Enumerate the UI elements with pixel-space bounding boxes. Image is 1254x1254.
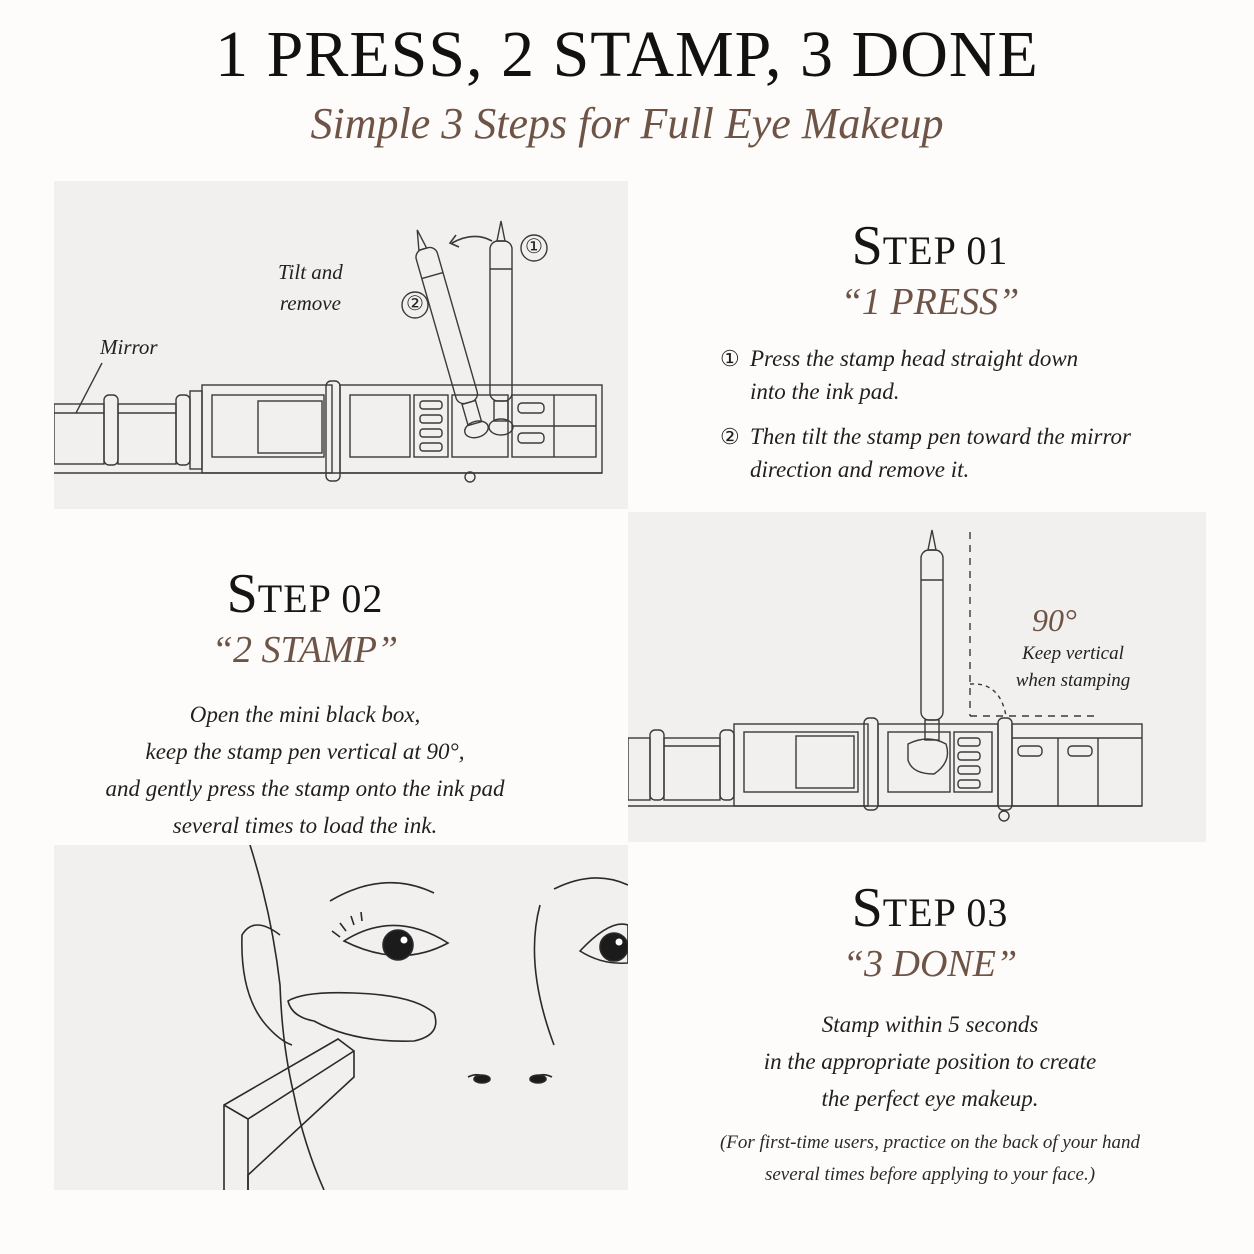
step1-title-rest: TEP 01 (882, 228, 1009, 273)
step1-item-2-number: ② (720, 424, 740, 449)
step3-title-cap: S (851, 877, 883, 939)
step3-title (630, 877, 1230, 939)
step1-item-2 (720, 420, 1190, 486)
step3-note-line1: (For first-time users, practice on the back of your hand (719, 1131, 1141, 1153)
tilt-label-line2: remove (279, 291, 341, 315)
step2-illustration (628, 512, 1206, 842)
step1-quote: “1 PRESS” (840, 281, 1020, 323)
step2-desc-line1: Open the mini black box, (189, 701, 421, 727)
step1-item-1-number: ① (720, 346, 740, 371)
step2-desc-line3: and gently press the stamp onto the ink pad (105, 775, 505, 801)
step1-item-1 (720, 342, 1190, 408)
step3-desc-line3: the perfect eye makeup. (821, 1085, 1039, 1111)
step3-description (630, 1006, 1230, 1117)
page-subtitle: Simple 3 Steps for Full Eye Makeup (310, 99, 944, 148)
step3-heading (630, 877, 1230, 1191)
step1-item-1-line1: Press the stamp head straight down (750, 346, 1079, 371)
mirror-label: Mirror (100, 335, 158, 359)
page-title: 1 PRESS, 2 STAMP, 3 DONE (215, 18, 1039, 91)
step1-item-2-line1: Then tilt the stamp pen toward the mirror (750, 424, 1131, 449)
angle-value: 90° (1032, 602, 1077, 638)
step3-desc-line2: in the appropriate position to create (763, 1048, 1097, 1074)
angle-label (988, 640, 1158, 694)
step2-title (20, 563, 590, 625)
step3-note (630, 1127, 1230, 1191)
marker-1: ① (525, 236, 543, 258)
step2-description (20, 696, 590, 844)
tilt-label-line1: Tilt and (278, 260, 343, 284)
step1-illustration (54, 181, 628, 509)
tilt-label (278, 257, 343, 319)
step3-desc-line1: Stamp within 5 seconds (821, 1011, 1039, 1037)
step1-instructions (720, 342, 1190, 498)
step1-item-1-line2: into the ink pad. (750, 379, 900, 404)
step2-title-cap: S (226, 563, 258, 625)
step2-quote: “2 STAMP” (211, 629, 399, 671)
step3-title-rest: TEP 03 (882, 890, 1009, 935)
step2-desc-line2: keep the stamp pen vertical at 90°, (145, 738, 465, 764)
marker-2: ② (406, 293, 424, 315)
angle-label-line1: Keep vertical (1022, 643, 1124, 664)
step1-heading (640, 215, 1220, 326)
step3-note-line2: several times before applying to your face.) (764, 1163, 1096, 1185)
face-stamping-drawing (54, 845, 628, 1190)
step3-illustration (54, 845, 628, 1190)
angle-label-line2: when stamping (1015, 670, 1131, 691)
step1-item-2-line2: direction and remove it. (750, 457, 970, 482)
step2-heading (20, 563, 590, 844)
step2-title-rest: TEP 02 (257, 576, 384, 621)
step1-title (640, 215, 1220, 277)
step3-quote: “3 DONE” (842, 943, 1018, 985)
step1-title-cap: S (851, 215, 883, 277)
step2-desc-line4: several times to load the ink. (172, 812, 438, 838)
